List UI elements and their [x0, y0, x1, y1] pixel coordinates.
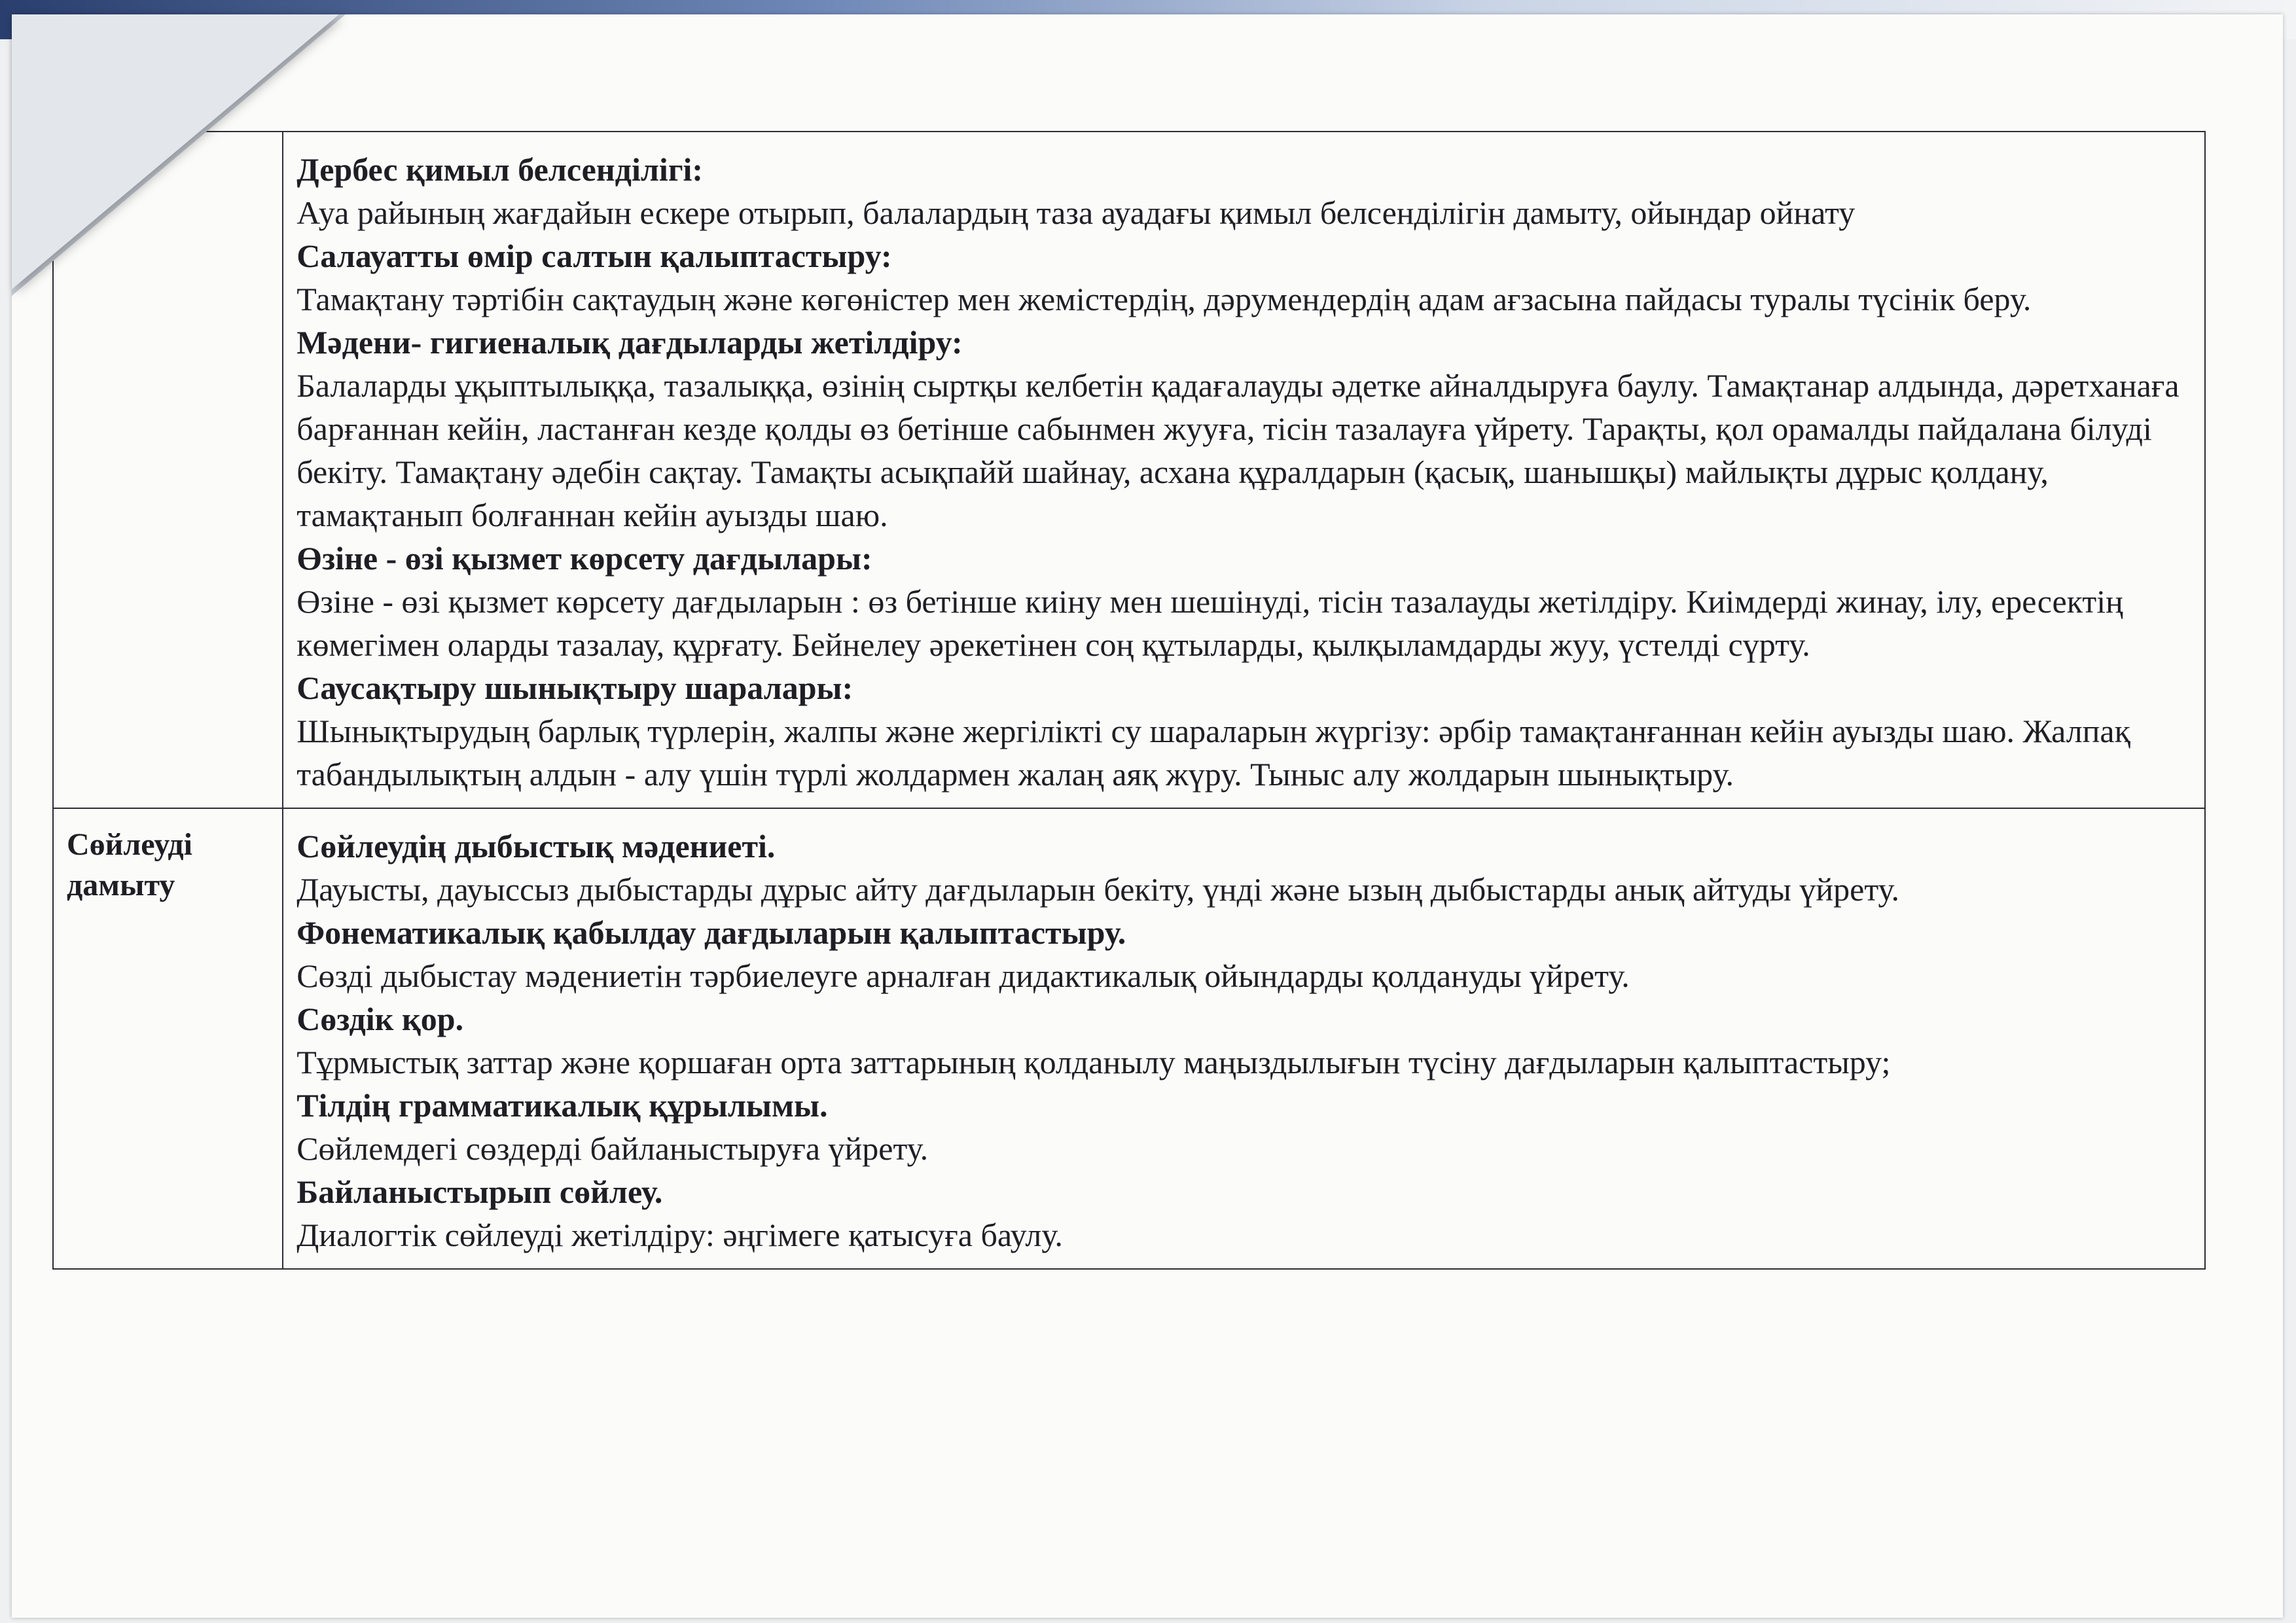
- section-text: Балаларды ұқыптылыққа, тазалыққа, өзінің сыртқы келбетін қадағалауды әдетке айналдыруға баулу. Тамақтанар алдында, дәретханаға барғаннан кейін, ластанған кезде қолды өз бетінше сабынмен жууға, тісін тазалауға үйрету. Тарақты, қол орамалды пайдалана білуді бекіту. Тамақтану әдебін сақтау. Тамақты асықпайй шайнау, асхана құралдарын (қасық, шанышқы) майлықты дұрыс қолдану, тамақтанып болғаннан кейін ауызды шаю.: [296, 367, 2179, 533]
- table-row: [53, 132, 2205, 808]
- section-text: Диалогтік сөйлеуді жетілдіру: әңгімеге қатысуға баулу.: [296, 1217, 1063, 1253]
- content-cell: [283, 132, 2205, 808]
- section-heading: Сөздік қор.: [296, 1001, 464, 1037]
- section-text: Өзіне - өзі қызмет көрсету дағдыларын : өз бетінше киіну мен шешінуді, тісін тазалауды жетілдіру. Киімдерді жинау, ілу, ересектің көмегімен оларды тазалау, құрғату. Бейнелеу әрекетінен соң құтыларды, қылқыламдарды жуу, үстелді сүрту.: [296, 583, 2123, 663]
- section-text: Ауа райының жағдайын ескере отырып, балалардың таза ауадағы қимыл белсенділігін дамыту, ойындар ойнату: [296, 194, 1856, 231]
- subject-label: Сөйлеуді дамыту: [67, 827, 192, 902]
- section-heading: Дербес қимыл белсенділігі:: [296, 151, 704, 188]
- section-heading: Мәдени- гигиеналық дағдыларды жетілдіру:: [296, 324, 963, 361]
- section-text: Сөзді дыбыстау мәдениетін тәрбиелеуге арналған дидактикалық ойындарды қолдануды үйрету.: [296, 957, 1630, 994]
- section-heading: Салауатты өмір салтын қалыптастыру:: [296, 238, 892, 274]
- section-heading: Саусақтыру шынықтыру шаралары:: [296, 669, 853, 706]
- section-heading: Байланыстырып сөйлеу.: [296, 1173, 663, 1210]
- section-heading: Тілдің грамматикалық құрылымы.: [296, 1087, 828, 1124]
- table-row: [53, 808, 2205, 1269]
- section-heading: Сөйлеудің дыбыстық мәдениеті.: [296, 828, 776, 865]
- content-cell: [283, 808, 2205, 1269]
- subject-cell: [53, 808, 283, 1269]
- curriculum-table: [52, 131, 2206, 1270]
- section-text: Дауысты, дауыссыз дыбыстарды дұрыс айту дағдыларын бекіту, үнді және ызың дыбыстарды анық айтуды үйрету.: [296, 871, 1900, 908]
- scanned-page: [12, 14, 2283, 1618]
- section-text: Сөйлемдегі сөздерді байланыстыруға үйрету.: [296, 1130, 929, 1167]
- section-text: Тамақтану тәртібін сақтаудың және көгөністер мен жемістердің, дәрумендердің адам ағзасына пайдасы туралы түсінік беру.: [296, 281, 2032, 317]
- section-text: Шынықтырудың барлық түрлерін, жалпы және жергілікті су шараларын жүргізу: әрбір тамақтанғаннан кейін ауызды шаю. Жалпақ табандылықтың алдын - алу үшін түрлі жолдармен жалаң аяқ жүру. Тыныс алу жолдарын шынықтыру.: [296, 713, 2130, 793]
- page-fold-corner: [12, 14, 339, 289]
- section-text: Тұрмыстық заттар және қоршаған орта заттарының қолданылу маңыздылығын түсіну дағдыларын қалыптастыру;: [296, 1044, 1891, 1080]
- section-heading: Фонематикалық қабылдау дағдыларын қалыптастыру.: [296, 914, 1126, 951]
- section-heading: Өзіне - өзі қызмет көрсету дағдылары:: [296, 540, 872, 577]
